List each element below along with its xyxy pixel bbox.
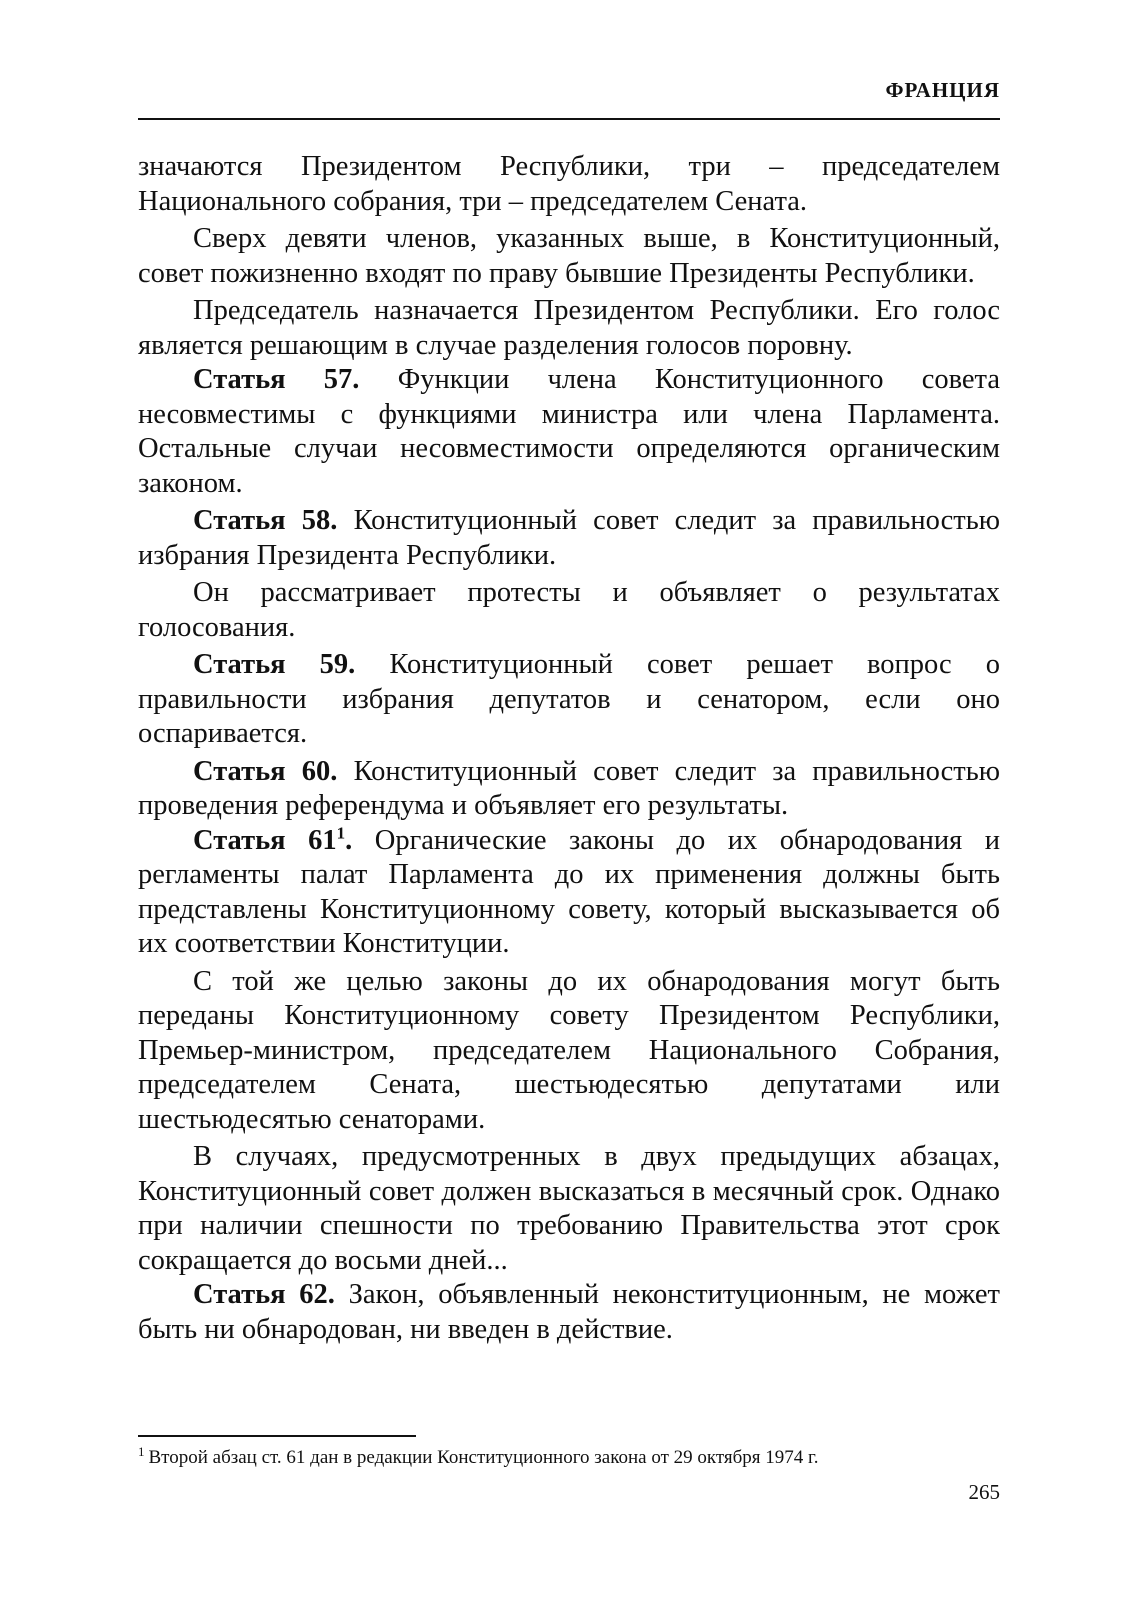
article-58 [138,504,1000,573]
running-head: ФРАНЦИЯ [885,78,1000,102]
paragraph-text: В случаях, предусмотренных в двух предыдущих абзацах, Конституционный совет должен высказаться в месячный срок. Однако при наличии спешности по требованию Правительства этот срок сокращается до восьми дней... [138,1141,1000,1276]
article-text: Конституционный совет следит за правильностью проведения референдума и объявляет его результаты. [138,755,1000,821]
article-label: Статья 61$^1$. [193,823,353,856]
article-number: Статья 61 [193,824,337,856]
article-text: Органические законы до их обнародования и регламенты палат Парламента до их применения должны быть представлены Конституционному совету, который высказывается об их соответствии Конституции. [138,824,1000,959]
paragraph-text: Председатель назначается Президентом Республики. Его голос является решающим в случае разделения голосов поровну. [138,295,1000,361]
paragraph-text: С той же целью законы до их обнародования могут быть переданы Конституционному совету Президентом Республики, Премьер-министром, председателем Национального Собрания, председателем Сената, шестьюдесятью депутатами или шестьюдесятью сенаторами. [138,965,1000,1135]
article-text: Закон, объявленный неконституционным, не может быть ни обнародован, ни введен в действие. [138,1279,1000,1345]
article-60 [138,755,1000,824]
article-57 [138,363,1000,501]
page-number: 265 [968,1480,1000,1504]
footnote-rule [138,1435,416,1437]
footnote-mark: 1 [138,1443,145,1459]
article-text: Конституционный совет решает вопрос о правильности избрания депутатов и сенатором, если оно оспаривается. [138,649,1001,749]
footnote-reference: 1 [336,823,346,842]
paragraph [138,222,1000,291]
article-label: Статья 62. [193,1279,335,1310]
article-text: Функции члена Конституционного совета несовместимы с функциями министра или члена Парламента. Остальные случаи несовместимости определяются органическим законом. [138,364,1000,499]
article-label: Статья 60. [193,755,338,787]
paragraph [138,576,1000,645]
paragraph [138,294,1000,363]
article-61 [138,824,1000,962]
paragraph-text: Он рассматривает протесты и объявляет о результатах голосования. [138,577,1000,643]
footnote-text: Второй абзац ст. 61 дан в редакции Конституционного закона от 29 октября 1974 г. [148,1447,819,1468]
article-62 [138,1278,1000,1347]
footnote [138,1443,1000,1470]
article-label: Статья 59. [193,649,356,680]
paragraph-text: Сверх девяти членов, указанных выше, в Конституционный, совет пожизненно входят по праву бывшие Президенты Республики. [138,223,1000,289]
paragraph [138,150,1000,219]
paragraph [138,965,1000,1138]
paragraph [138,1140,1000,1278]
header-rule [138,118,1000,120]
paragraph-text: значаются Президентом Республики, три – председателем Национального собрания, три – председателем Сената. [138,151,1000,217]
article-text: Конституционный совет следит за правильностью избрания Президента Республики. [138,505,1000,571]
article-59 [138,648,1000,752]
article-label: Статья 57. [193,364,360,395]
body-text [138,150,1000,1347]
article-label: Статья 58. [193,505,338,536]
